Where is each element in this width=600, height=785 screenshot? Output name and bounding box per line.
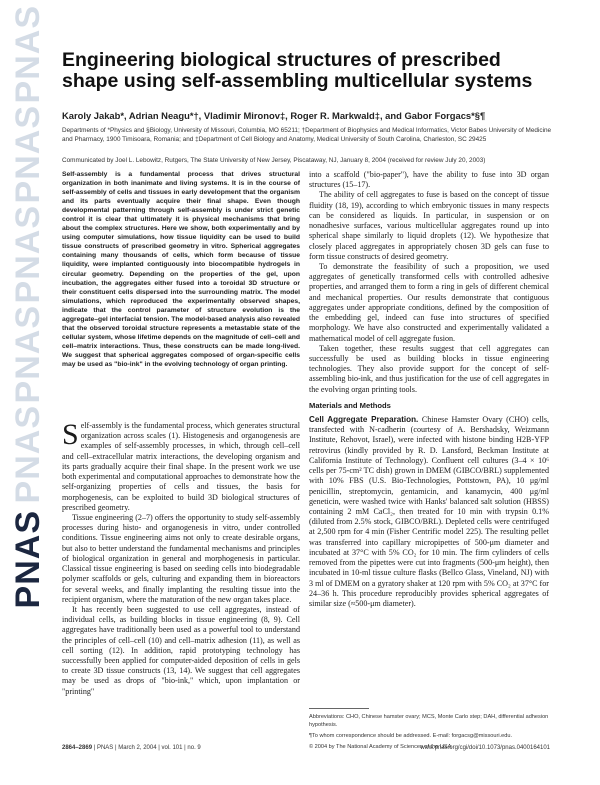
pnas-logo: PNAS xyxy=(9,510,47,609)
footnote-abbreviations: Abbreviations: CHO, Chinese hamster ovary; MCS, Monte Carlo step; DAH, differential adhesion hypothesis. xyxy=(309,714,549,728)
footer-issue: no. 9 xyxy=(187,745,201,751)
right-paragraph-1: into a scaffold ("bio-paper"), have the ability to fuse into 3D organ structures (15–17). xyxy=(309,170,549,190)
right-paragraph-2: The ability of cell aggregates to fuse is based on the concept of tissue fluidity (18, 19), according to which embryonic tissues in many respects can be considered as liquids. In particular, in suspension or on nonadhesive surfaces, various multicellular aggregates round up into spherical shape similarly to liquid droplets (12). We hypothesize that closely placed aggregates in appropriately chosen 3D gels can fuse to form tissue constructs of desired geometry. xyxy=(309,190,549,261)
pnas-logo-faded-2: PNAS xyxy=(9,105,47,204)
pnas-logo-faded-4: PNAS xyxy=(9,305,47,404)
footer-volume: vol. 101 xyxy=(161,745,183,751)
intro-paragraph-1-text: elf-assembly is the fundamental process, which generates structural organization across scales (1). Histogenesis and organogenesis are examples of self-assembly processes, in which, through cell–cell and cell–extracellular matrix interactions, the developing organism and its parts gradually acquire their final shape. In the present work we use both experimental and computational approaches to demonstrate how the self-organizing properties of cells and tissues, the basis for morphogenesis, can be exploited to build 3D biological structures of prescribed geometry. xyxy=(62,421,300,512)
affiliations: Departments of *Physics and §Biology, University of Missouri, Columbia, MO 65211; †Department of Biophysics and Medical Informatics, Victor Babes University of Medicine and Pharmacy, 1900 Timisoara, Romania; and ‡Department of Cell Biology and Anatomy, Medical University of South Carolina, Charleston, SC 29425 xyxy=(62,127,552,143)
pnas-logo-faded-1: PNAS xyxy=(9,5,47,104)
right-body-column xyxy=(309,170,549,609)
methods-subheading: Cell Aggregate Preparation. xyxy=(309,415,419,425)
footnote-copyright: © 2004 by The National Academy of Sciences of the USA xyxy=(309,744,452,750)
methods-text: Chinese Hamster Ovary (CHO) cells, transfected with N-cadherin (courtesy of A. Bershadsky, Weizmann Institute, Rehovot, Israel), were infected with histone binding H2B-YFP retrovirus (kindly provided by R. D. Lansford, Beckman Institute at California Institute of Technology). Confluent cell cultures (3–4 × 10⁶ cells per 75-cm² TC dish) grown in DMEM (GIBCO/BRL) supplemented with 10% FBS (U.S. Bio-Technologies, Pottstown, PA), 10 μg/ml penicillin, streptomycin, gentamicin, and kanamycin, 400 μg/ml geneticin, were washed twice with Hanks' balanced salt solution (HBSS) containing 2 mM CaCl₂, then treated for 10 min with trypsin 0.1% (diluted from 2.5% stock, GIBCO/BRL). Depleted cells were centrifuged at 2,500 rpm for 4 min (Fisher Centrific model 225). The resulting pellet was transferred into capillary micropipettes of 500-μm diameter and incubated at 37°C with 5% CO₂ for 10 min. The firm cylinders of cells removed from the pipettes were cut into fragments (500-μm height), then incubated in 10-ml tissue culture flasks (Bellco Glass, Vineland, NJ) with 3 ml of DMEM on a gyratory shaker at 120 rpm with 5% CO₂ at 37°C for 24–36 h. This procedure reproducibly provides spherical aggregates of similar size (≈500-μm diameter). xyxy=(309,415,549,608)
intro-paragraph-2: Tissue engineering (2–7) offers the opportunity to study self-assembly processes during histo- and organogenesis in vitro, under controlled conditions. Tissue engineering aims not only to create desirable organs, but also to better understand the fundamental mechanisms and principles of biological organization in general and morphogenesis in particular. Classical tissue engineering is based on seeding cells into biodegradable polymer scaffolds or gels, culturing and expanding them in bioreactors for several weeks, and finally implanting the resulting tissue into the recipient organism, where the maturation of the new organ takes place. xyxy=(62,512,300,604)
pnas-logo-faded-5: PNAS xyxy=(9,405,47,504)
communicated-by: Communicated by Joel L. Lebowitz, Rutgers, The State University of New Jersey, Piscataway, NJ, January 8, 2004 (received for review July 20, 2003) xyxy=(62,157,486,164)
drop-cap: S xyxy=(62,418,79,451)
intro-paragraph-3: It has recently been suggested to use cell aggregates, instead of individual cells, as building blocks in tissue engineering (8, 9). Cell aggregates have traditionally been used as a powerful tool to understand the principles of cell–cell (10) and cell–matrix adhesion (11), as well as cell sorting (12). In addition, rapid prototyping technology has successfully been applied for computer-aided deposition of cells in gels to create 3D tissue constructs (13, 14). We suggest that cell aggregates may be used as drops of "bio-ink," which, upon implantation or "printing" xyxy=(62,604,300,696)
footer-date: March 2, 2004 xyxy=(118,745,157,751)
footer-citation: 2864–2869 | PNAS | March 2, 2004 | vol. 101 | no. 9 xyxy=(62,745,201,751)
footer-doi-url: www.pnas.org/cgi/doi/10.1073/pnas.0400164101 xyxy=(420,745,550,751)
footnote-rule xyxy=(309,708,369,709)
methods-paragraph xyxy=(309,415,549,609)
article-title: Engineering biological structures of prescribed shape using self-assembling multicellular systems xyxy=(62,49,533,92)
right-paragraph-3: To demonstrate the feasibility of such a proposition, we used aggregates of genetically transformed cells with controlled adhesive properties, and arranged them to form a ring in gels of different chemical and mechanical properties. Our results demonstrate that contiguous aggregates under appropriate conditions, defined by the composition of the embedding gel, indeed can fuse into structures of specified morphology. We have also constructed and experimentally validated a mathematical model of cell aggregate fusion. xyxy=(309,261,549,343)
page-footer xyxy=(62,745,550,755)
right-paragraph-4: Taken together, these results suggest that cell aggregates can successfully be used as building blocks in tissue engineering technologies. They also provide support for the concept of self-assembling bio-ink, and thus justification for the use of cell aggregates in the evolving organ printing tools. xyxy=(309,343,549,394)
methods-heading: Materials and Methods xyxy=(309,400,391,410)
pnas-sidebar xyxy=(8,5,48,615)
footer-pages: 2864–2869 xyxy=(62,745,93,751)
pnas-logo-faded-3: PNAS xyxy=(9,205,47,304)
left-body-column xyxy=(62,418,300,697)
author-list: Karoly Jakab*, Adrian Neagu*†, Vladimir Mironov‡, Roger R. Markwald‡, and Gabor Forgacs*§¶ xyxy=(62,110,486,121)
abstract: Self-assembly is a fundamental process that drives structural organization in both inanimate and living systems. It is in the course of self-assembly of cells and tissues in early development that the organism and its parts eventually acquire their final shape. Even though developmental patterning through self-assembly is under strict genetic control it is clear that ultimately it is physical mechanisms that bring about the complex structures. Here we show, both experimentally and by using computer simulations, how tissue liquidity can be used to build tissue constructs of prescribed geometry in vitro. Spherical aggregates containing many thousands of cells, which form because of tissue liquidity, were implanted contiguously into biocompatible hydrogels in circular geometry. Depending on the properties of the gel, upon incubation, the aggregates either fused into a toroidal 3D structure or their constituent cells dispersed into the surrounding matrix. The model simulations, which reproduced the experimentally observed shapes, indicate that the control parameter of structure evolution is the aggregate–gel interfacial tension. The model-based analysis also revealed that the observed toroidal structure represents a metastable state of the cellular system, whose lifetime depends on the magnitude of cell–cell and cell–matrix interactions. Thus, these constructs can be made long-lived. We suggest that spherical aggregates composed of organ-specific cells may be used as "bio-ink" in the evolving technology of organ printing. xyxy=(62,171,300,368)
footnote-correspondence: ¶To whom correspondence should be addressed. E-mail: forgacsg@missouri.edu. xyxy=(309,733,513,739)
footer-journal: PNAS xyxy=(96,745,114,751)
intro-paragraph-1 xyxy=(62,418,300,513)
